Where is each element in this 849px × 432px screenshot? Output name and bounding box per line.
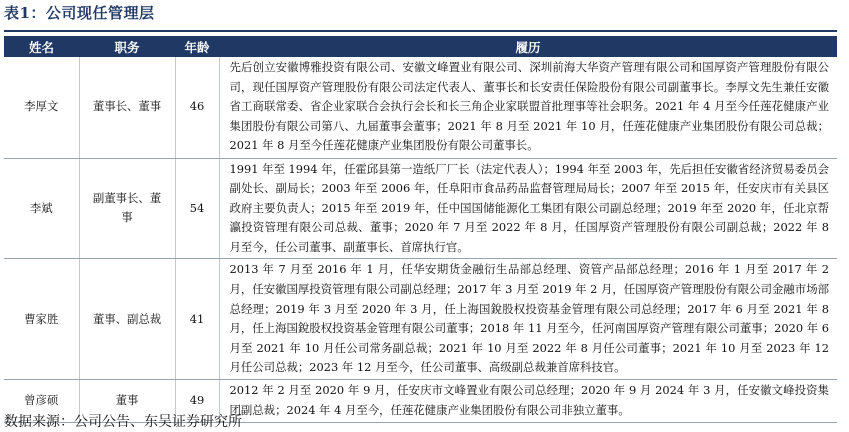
cell-age: 54: [175, 158, 219, 259]
management-table: [4, 36, 837, 423]
cell-age: 46: [175, 57, 219, 158]
header-age: 年龄: [175, 36, 219, 57]
cell-resume: 2012 年 2 月至 2020 年 9 月，任安庆市文峰置业有限公司总经理；2020 年 9 月 2024 年 3 月，任安徽文峰投资集团副总裁；2024 年 4 月至今，任莲花健康产业集团股份有限公司非独立董事。: [219, 380, 837, 422]
cell-position-text: 董事、副总裁: [92, 311, 162, 326]
table-title: 表1：公司现任管理层: [4, 4, 155, 22]
cell-resume: 2013 年 7 月至 2016 年 1 月，任华安期货金融衍生品部总经理、资管产品部总经理；2016 年 1 月至 2017 年 2 月，任安徽国厚投资管理有限公司副总经理；2017 年 3 月至 2019 年 2 月，任国厚资产管理股份有限公司金融市场部总经理；2019 年 3 月至 2020 年 3 月，任上海国銳股权投资基金管理有限公司总经理；2017 年 6 月至 2021 年 8 月，任上海国銳股权投资基金管理有限公司董事；2018 年 11 月至今，任河南国厚资产管理有限公司董事；2020 年 6 月至 2021 年 10 月任公司常务副总裁；2021 年 10 月至 2022 年 8 月任公司董事；2021 年 10 月至 2023 年 12 月任公司总裁；2023 年 12 月至今，任公司董事、高级副总裁兼首席科技官。: [219, 259, 837, 380]
cell-resume: 1991 年至 1994 年，任霍邱县第一造纸厂厂长（法定代表人）；1994 年至 2003 年，先后担任安徽省经济贸易委员会副处长、副局长；2003 年至 2006 年，任阜阳市食品药品监督管理局局长；2007 年至 2015 年，任安庆市有关县区政府主要负责人；2015 年至 2019 年，任中国国储能源化工集团有限公司副总经理；2019 年至 2020 年，任北京帮瀛投资管理有限公司总裁、董事；2020 年 7 月至 2022 年 8 月，任国厚资产管理股份有限公司副总裁；2022 年 8 月至今，任公司董事、副董事长、首席执行官。: [219, 158, 837, 259]
cell-position: [79, 57, 175, 158]
cell-age: 41: [175, 259, 219, 380]
top-rule: [4, 30, 837, 32]
table-row: [4, 57, 837, 158]
header-resume: 履历: [219, 36, 837, 57]
table-row: [4, 158, 837, 259]
cell-position-text: 董事长、董事: [92, 99, 162, 114]
header-name: 姓名: [4, 36, 79, 57]
cell-name: 曾彦硕: [4, 380, 79, 422]
table-row: [4, 259, 837, 380]
cell-name: 李厚文: [4, 57, 79, 158]
header-position: 职务: [79, 36, 175, 57]
cell-position-text: 董事: [115, 393, 139, 408]
cell-position: [79, 259, 175, 380]
header-row: [4, 36, 837, 57]
cell-position-text: 副董事长、董事: [92, 190, 162, 225]
cell-name: 李斌: [4, 158, 79, 259]
cell-name: 曹家胜: [4, 259, 79, 380]
cell-age: 49: [175, 380, 219, 422]
cell-resume: 先后创立安徽博雅投资有限公司、安徽文峰置业有限公司、深圳前海大华资产管理有限公司和国厚资产管理股份有限公司，现任国厚资产管理股份有限公司法定代表人、董事长和长安责任保险股份有限公司副董事长。李厚文先生兼任安徽省工商联常委、省企业家联合会执行会长和长三角企业家联盟首批理事等社会职务。2021 年 4 月至今任莲花健康产业集团股份有限公司第八、九届董事会董事；2021 年 8 月至 2021 年 10 月，任莲花健康产业集团股份有限公司总裁；2021 年 8 月至今任莲花健康产业集团股份有限公司董事长。: [219, 57, 837, 158]
source-note: 数据来源：公司公告、东吴证券研究所: [4, 414, 242, 430]
cell-position: [79, 158, 175, 259]
